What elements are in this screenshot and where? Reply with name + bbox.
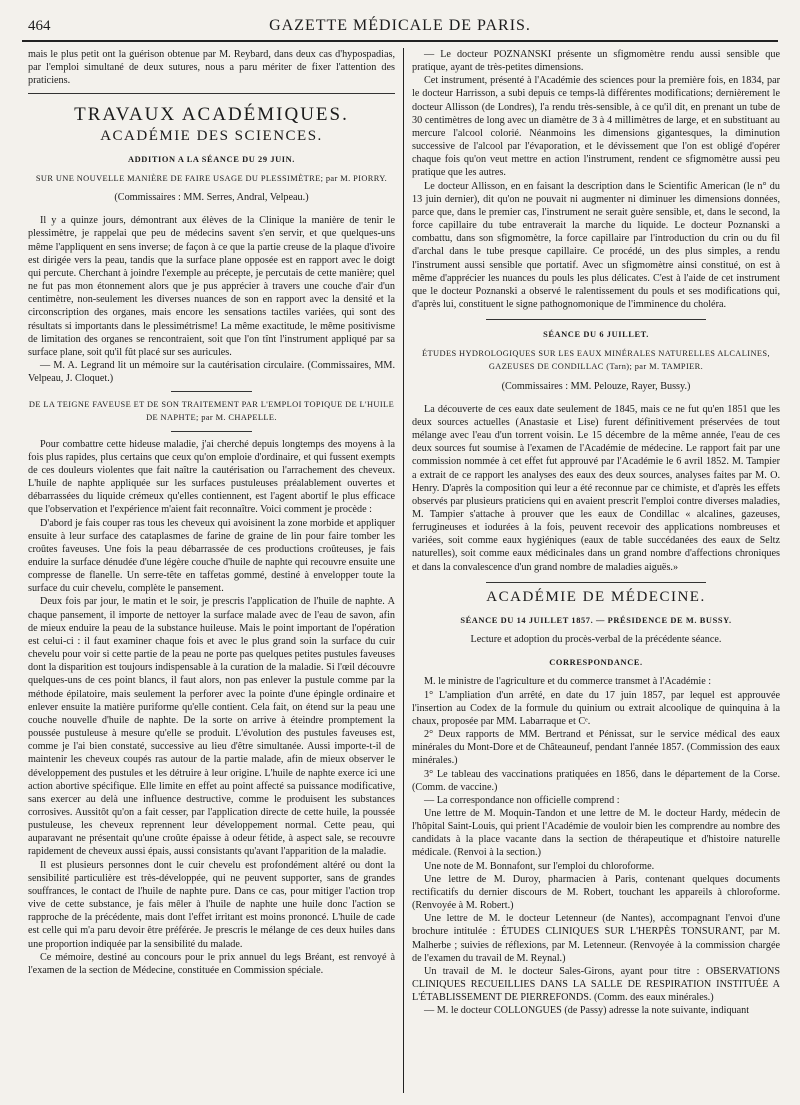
article-paragraph: Cet instrument, présenté à l'Académie des sciences pour la première fois, en 1834, par le docteur Harrisson, a subi depuis ce temps-là différentes modifications; dernièrement le docteur Allisson (de Londres), l'a rendu très-sensible, à ce qu'il dit, en prenant un tube de 30 centimètres de long avec un diamètre de 3 à 4 millimètres de large, et en substituant au mercure l'alcool colorié. Néanmoins les dimensions gigantesques, la diminution successive de l'alcool par l'évaporation, et le dévissement que l'on est obligé d'opérer chaque fois qu'on veut mettre en action l'instrument, rendent ce sfigmomètre aussi peu pratique que les autres. <box>412 75 780 179</box>
divider-rule <box>171 431 252 432</box>
list-item: 2° Deux rapports de MM. Bertrand et Pénissat, sur le service médical des eaux minérales du Mont-Dore et de Châteauneuf, pendant l'année 1857. (Commission des eaux minérales.) <box>412 729 780 767</box>
seance-heading: SÉANCE DU 6 JUILLET. <box>543 330 649 340</box>
article-paragraph: — La correspondance non officielle comprend : <box>424 794 620 806</box>
article-paragraph: D'abord je fais couper ras tous les cheveux qui avoisinent la zone morbide et appliquer ensuite à leur surface des cataplasmes de farine de graine de lin pour faire tomber les croûtes faveuses. Une fois la peau débarrassée de ces productions croûteuses, je fais enduire la surface dénudée d'une légère couche d'huile de naphte qui recouvre ensuite une compresse de flanelle. Un serre-tête en taffetas gommé, destiné à envelopper toute la surface du cuir chevelu, complète le pansement. <box>28 517 395 595</box>
article-paragraph: — M. A. Legrand lit un mémoire sur la cautérisation circulaire. (Commissaires, MM. Velpeau, J. Cloquet.) <box>28 359 395 385</box>
commissioners: (Commissaires : MM. Pelouze, Rayer, Bussy.) <box>501 380 691 392</box>
article-paragraph: La découverte de ces eaux date seulement de 1845, mais ce ne fut qu'en 1851 que les deux sources actuelles (Anastasie et Lise) furent définitivement préservées de tout mélange avec l'eau d'un torrent voisin. Le 15 décembre de la même année, l'eau de ces deux sources fut soumise à l'examen de l'Académie de médecine. Le rapport fait par une commission nommée à cet effet fut approuvé par l'Académie le 6 avril 1852. M. Tampier a extrait de ce rapport les analyses des eaux des deux sources, analyses faites par M. O. Henry. D'après la composition qui leur a été reconnue par ce chimiste, et d'après les effets observés par plusieurs praticiens qui en avaient prescrit l'emploi contre diverses maladies, M. Tampier s'attache à prouver que les eaux de Condillac « alcalines, gazeuses, ferrugineuses et iodurées à la fois, peuvent recevoir des applications nombreuses et variées, soit comme eaux hygiéniques (eaux de table succédanées des eaux de Seltz naturelles), soit comme eaux médicinales dans un grand nombre d'affections chroniques et dans la convalescence d'un grand nombre de maladies aiguës.» <box>412 403 780 573</box>
article-paragraph: Il y a quinze jours, démontrant aux élèves de la Clinique la manière de tenir le plessimètre, je rappelai que peu de médecins savent s'en servir, et que quelques-uns même l'appliquent en sens inverse; de façon à ce que la partie creuse de la plaque d'ivoire est dirigée vers la peau, tandis que la surface plane opposée est en rapport avec le doigt qui percute. Cherchant à joindre l'exemple au précepte, je percutais de cette manière; quel ne fut pas mon étonnement alors que je pus apprécier à travers une couche d'air d'un centimètre, non-seulement les diverses nuances de son en rapport avec la densité et la circonscription des organes, mais encore les sensations tactiles variées, qui sont des résultats si importants dans le plessimétrisme! La même exactitude, le même positivisme de limitation des organes se rencontraient, soit que l'on tînt l'instrument appliqué par sa surface plane, soit qu'il fût placé sur ses auricules. <box>28 215 395 358</box>
article-paragraph: Le docteur Allisson, en en faisant la description dans le Scientific American (le n° du 13 juin dernier), dit qu'on ne pouvait ni augmenter ni diminuer les dimensions données, parce que, dans le premier cas, l'instrument ne serait guère sensible, et, dans le second, la force capillaire du tube entraverait la marche du liquide. Le docteur Poznanski a combattu, dans son sfigmomètre, la force capillaire par l'introduction du crin ou du fil d'archal dans le tube presque capillaire. Ce procédé, un des plus simples, a rendu l'instrument aussi sensible que portatif. Avec un sfigmomètre ainsi constitué, on est à même d'apprécier les nuances du pouls les plus délicates. C'est à l'aide de cet instrument que le docteur Poznanski a observé le ralentissement du pouls et ses modifications qui, d'après lui, constituent le signe pathognomonique de l'imminence du choléra. <box>412 180 780 310</box>
divider-rule <box>171 391 252 392</box>
right-column <box>412 48 780 1093</box>
article-title: ÉTUDES HYDROLOGIQUES SUR LES EAUX MINÉRALES NATURELLES ALCALINES, GAZEUSES DE CONDILLAC (Tarn); par M. TAMPIER. <box>422 349 770 372</box>
article-paragraph: Une lettre de M. Duroy, pharmacien à Paris, contenant quelques documents rectificatifs du dernier discours de M. Robert, touchant les appareils à chloroforme. (Renvoyée à M. Robert.) <box>412 873 780 912</box>
seance-heading: SÉANCE DU 14 JUILLET 1857. — PRÉSIDENCE DE M. BUSSY. <box>460 615 732 625</box>
list-item: 3° Le tableau des vaccinations pratiquées en 1856, dans le département de la Corse. (Comm. de vaccine.) <box>412 768 780 793</box>
article-paragraph: Pour combattre cette hideuse maladie, j'ai cherché depuis longtemps des moyens à la fois plus rapides, plus certains que ceux qu'on emploie d'ordinaire, et qui fussent exempts de ces douleurs violentes que fait naître la cautérisation ou l'arrachement des cheveux. L'huile de naphte appliquée sur les surfaces pustuleuses préalablement ouvertes et débarrassées du liquide crémeux qu'elles contiennent, est l'agent abortif le plus efficace que l'observation et l'expérience m'aient fait reconnaître. Voici comment je procède : <box>28 438 395 516</box>
article-title: DE LA TEIGNE FAVEUSE ET DE SON TRAITEMENT PAR L'EMPLOI TOPIQUE DE L'HUILE DE NAPHTE; par M. CHAPELLE. <box>28 400 395 423</box>
academy-heading: ACADÉMIE DES SCIENCES. <box>100 127 323 144</box>
page-header <box>22 14 778 42</box>
divider-rule <box>28 93 395 94</box>
commissioners: (Commissaires : MM. Serres, Andral, Velpeau.) <box>114 192 309 204</box>
seance-heading: ADDITION A LA SÉANCE DU 29 JUIN. <box>128 154 295 164</box>
article-title: SUR UNE NOUVELLE MANIÈRE DE FAIRE USAGE DU PLESSIMÈTRE; par M. PIORRY. <box>35 173 388 183</box>
article-paragraph: Une note de M. Bonnafont, sur l'emploi du chloroforme. <box>424 860 655 872</box>
list-item: 1° L'ampliation d'un arrêté, en date du 17 juin 1857, par lequel est approuvée l'insertion au Codex de la formule du quinium ou extrait alcoolique de quinquina à la chaux, proposée par MM. Labarraque et Cᵉ. <box>412 689 780 727</box>
article-paragraph: Une lettre de M. le docteur Letenneur (de Nantes), accompagnant l'envoi d'une brochure intitulée : ÉTUDES CLINIQUES SUR L'HERPÈS TONSURANT, par M. Malherbe ; suivies de réflexions, par M. Letenneur. (Renvoyée à la commission chargée de l'examen du travail de M. Reynal.) <box>412 913 780 964</box>
article-paragraph: — M. le docteur COLLONGUES (de Passy) adresse la note suivante, indiquant <box>424 1005 750 1017</box>
section-title: TRAVAUX ACADÉMIQUES. <box>74 104 349 126</box>
running-title: GAZETTE MÉDICALE DE PARIS. <box>269 17 531 34</box>
correspondance-heading: CORRESPONDANCE. <box>549 658 643 668</box>
divider-rule <box>486 319 707 320</box>
divider-rule <box>486 582 707 583</box>
page-number: 464 <box>28 18 51 34</box>
article-paragraph: Un travail de M. le docteur Sales-Girons, ayant pour titre : OBSERVATIONS CLINIQUES RECUEILLIES DANS LA SALLE DE RESPIRATION INSTITUÉE A L'ÉTABLISSEMENT DE PIERREFONDS. (Comm. des eaux minérales.) <box>412 965 780 1004</box>
left-column <box>28 48 395 1093</box>
article-paragraph: Deux fois par jour, le matin et le soir, je prescris l'application de l'huile de naphte. A chaque pansement, il importe de nettoyer la surface malade avec de l'eau de savon, afin de mieux enduire la peau de la substance huileuse. Mais le point important de l'opération est celui-ci : il faut examiner chaque fois et avec le plus grand soin la surface du cuir chevelu pour voir si cette partie de la peau ne porte pas quelques petites pustules faveuses dont la disparition est toujours indispensable à la curation de la maladie. Si l'œil découvre quelques-uns de ces point blancs, il faut alors, non pas enlever la pustule comme par la méthode épilatoire, mais seulement la perforer avec la pointe d'une épingle ordinaire et enlever ensuite la matière puriforme qu'elle contient. Cela fait, on étend sur la peau une couche nouvelle d'huile de naphte. De la sorte on arrive à éteindre promptement la poussée pustuleuse à mesure qu'elle se produit. L'évolution des pustules faveuses est, comme je l'ai bien constaté, successive au lieu d'être simultanée. Aussi importe-t-il de maintenir les cheveux coupés ras autour de la partie malade, afin de mieux observer le développement des pustules et les détruire à leur origine. L'huile de naphte exerce ici une action abortive spécifique. Elle limite en effet au point affecté sa puissance modificative, sans exercer au delà une influence destructive, comme le produisent les substances corrosives. Aussitôt qu'on a fait cesser, par l'application directe de cette huile, la poussée pustuleuse, les cheveux reprennent leur développement normal. Cette peau, qui auparavant ne présentait qu'une croûte épaisse à odeur fétide, à aspect sale, se recouvre rapidement de cheveux aussi épais, aussi consistants qu'avant l'apparition de la maladie. <box>28 596 395 858</box>
article-paragraph: Ce mémoire, destiné au concours pour le prix annuel du legs Bréant, est renvoyé à l'examen de la section de Médecine, constituée en Commission spéciale. <box>28 951 395 976</box>
lecture-line: Lecture et adoption du procès-verbal de la précédente séance. <box>470 634 722 646</box>
intro-paragraph: mais le plus petit ont la guérison obtenue par M. Reybard, dans deux cas d'hypospadias, par l'emploi simultané de deux sutures, nous a paru mériter de fixer l'attention des praticiens. <box>28 49 395 87</box>
column-divider <box>403 48 404 1093</box>
article-paragraph: Une lettre de M. Moquin-Tandon et une lettre de M. le docteur Hardy, médecin de l'hôpital Saint-Louis, qui prient l'Académie de vouloir bien les comprendre au nombre des candidats à la place vacante dans la section de thérapeutique et d'histoire naturelle médicale. (Renvoi à la section.) <box>412 807 780 859</box>
article-paragraph: M. le ministre de l'agriculture et du commerce transmet à l'Académie : <box>424 676 712 688</box>
article-paragraph: — Le docteur POZNANSKI présente un sfigmomètre rendu aussi sensible que pratique, ayant de très-petites dimensions. <box>412 49 780 74</box>
academy-heading: ACADÉMIE DE MÉDECINE. <box>486 588 706 605</box>
article-paragraph: Il est plusieurs personnes dont le cuir chevelu est profondément altéré ou dont la sensibilité particulière est très-développée, qui ne peuvent supporter, sans de grandes souffrances, le contact de l'huile de naphte pure. Dans ce cas, pour mitiger l'action trop vive de cette substance, je fais mêler à l'huile de naphte une huile donc l'action se rapproche de la précédente, mais dont l'effet irritant est moins prononcé. L'huile de cade est celle qui m'a paru devoir être préférée. Je prescris le mélange de ces deux huiles dans une proportion indiquée par la sensibilité du malade. <box>28 859 395 950</box>
